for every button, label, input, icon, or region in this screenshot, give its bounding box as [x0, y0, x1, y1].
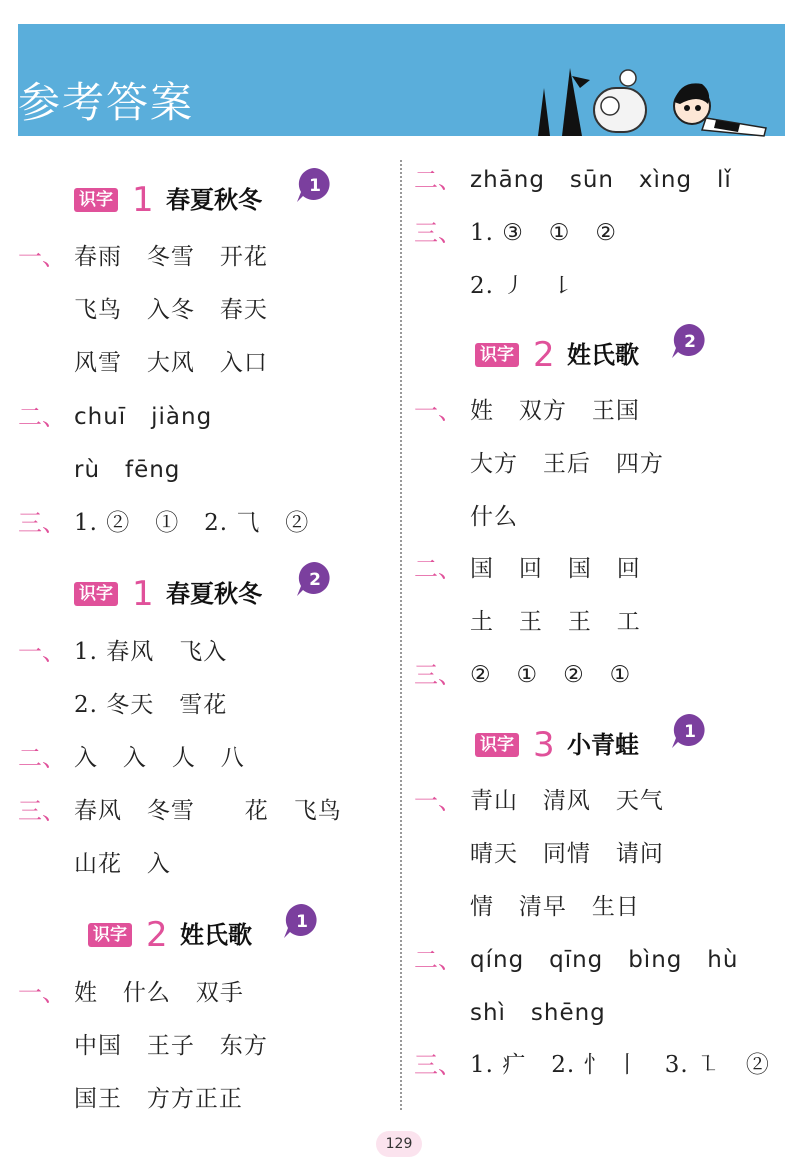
- pinyin-line: rù fēng: [74, 457, 181, 483]
- answer-line: 中国 王子 东方: [74, 1033, 268, 1059]
- lesson-badge-icon: [295, 560, 333, 598]
- item-marker: 三、: [18, 797, 66, 825]
- pinyin-line: shì shēng: [470, 1000, 606, 1026]
- item-marker: 二、: [414, 555, 462, 583]
- section-tag: 识字: [475, 343, 519, 367]
- page-number: 129: [376, 1131, 422, 1157]
- answer-line: 2. 冬天 雪花: [74, 692, 228, 718]
- badge-number: 1: [684, 722, 696, 742]
- item-marker: 三、: [18, 509, 66, 537]
- section-number: 1: [132, 574, 154, 614]
- answer-line: ② ① ② ①: [470, 662, 632, 688]
- badge-number: 1: [309, 176, 321, 196]
- lesson-badge-icon: [670, 322, 708, 360]
- lesson-badge-icon: [282, 902, 320, 940]
- section-number: 2: [146, 915, 168, 955]
- cartoon-illustration: [530, 58, 770, 138]
- lesson-badge-icon: [295, 166, 333, 204]
- section-title: 春夏秋冬: [166, 580, 262, 608]
- item-marker: 一、: [414, 397, 462, 425]
- lesson-badge-icon: [670, 712, 708, 750]
- section-title: 小青蛙: [567, 731, 639, 759]
- section-tag: 识字: [475, 733, 519, 757]
- section-number: 1: [132, 180, 154, 220]
- item-marker: 三、: [414, 1051, 462, 1079]
- section-title: 春夏秋冬: [166, 186, 262, 214]
- answer-line: 飞鸟 入冬 春天: [74, 297, 268, 323]
- answer-line: 国王 方方正正: [74, 1086, 243, 1112]
- answer-line: 青山 清风 天气: [470, 788, 664, 814]
- section-header-5: [475, 725, 755, 765]
- answer-line: 晴天 同情 请问: [470, 841, 664, 867]
- column-divider: [400, 160, 402, 1110]
- section-tag: 识字: [88, 923, 132, 947]
- badge-number: 2: [684, 332, 696, 352]
- section-title: 姓氏歌: [567, 341, 639, 369]
- section-header-4: [475, 335, 755, 375]
- answer-line: 春风 冬雪 花 飞鸟: [74, 798, 342, 824]
- answer-line: 国 回 国 回: [470, 556, 641, 582]
- item-marker: 一、: [18, 243, 66, 271]
- item-marker: 二、: [414, 166, 462, 194]
- answer-line: 土 王 王 工: [470, 609, 641, 635]
- section-tag: 识字: [74, 582, 118, 606]
- answer-line: 山花 入: [74, 851, 171, 877]
- item-marker: 二、: [18, 403, 66, 431]
- item-marker: 二、: [18, 744, 66, 772]
- section-number: 3: [533, 725, 555, 765]
- answer-line: 1. 疒 2. 忄 丨 3. ㇅ ②: [470, 1052, 770, 1078]
- answer-line: 春雨 冬雪 开花: [74, 244, 268, 270]
- pinyin-line: chuī jiàng: [74, 404, 213, 430]
- answer-line: 风雪 大风 入口: [74, 350, 268, 376]
- page-title: 参考答案: [18, 78, 195, 127]
- answer-line: 1. ② ① 2. ⺄ ②: [74, 510, 310, 536]
- answer-line: 姓 什么 双手: [74, 980, 244, 1006]
- pinyin-line: zhāng sūn xìng lǐ: [470, 167, 732, 193]
- answer-line: 大方 王后 四方: [470, 451, 664, 477]
- answer-line: 1. 春风 飞入: [74, 639, 228, 665]
- item-marker: 一、: [18, 979, 66, 1007]
- section-number: 2: [533, 335, 555, 375]
- item-marker: 三、: [414, 661, 462, 689]
- item-marker: 二、: [414, 946, 462, 974]
- badge-number: 2: [309, 570, 321, 590]
- section-tag: 识字: [74, 188, 118, 212]
- answer-line: 姓 双方 王国: [470, 398, 640, 424]
- section-header-3: [88, 915, 368, 955]
- item-marker: 三、: [414, 219, 462, 247]
- item-marker: 一、: [18, 638, 66, 666]
- answer-line: 2. ㇓ ㇙: [470, 273, 576, 299]
- section-title: 姓氏歌: [180, 921, 252, 949]
- answer-line: 情 清早 生日: [470, 894, 640, 920]
- answer-line: 什么: [470, 504, 518, 530]
- answer-line: 1. ③ ① ②: [470, 220, 617, 246]
- badge-number: 1: [296, 912, 308, 932]
- item-marker: 一、: [414, 787, 462, 815]
- pinyin-line: qíng qīng bìng hù: [470, 947, 739, 973]
- answer-line: 入 入 人 八: [74, 745, 245, 771]
